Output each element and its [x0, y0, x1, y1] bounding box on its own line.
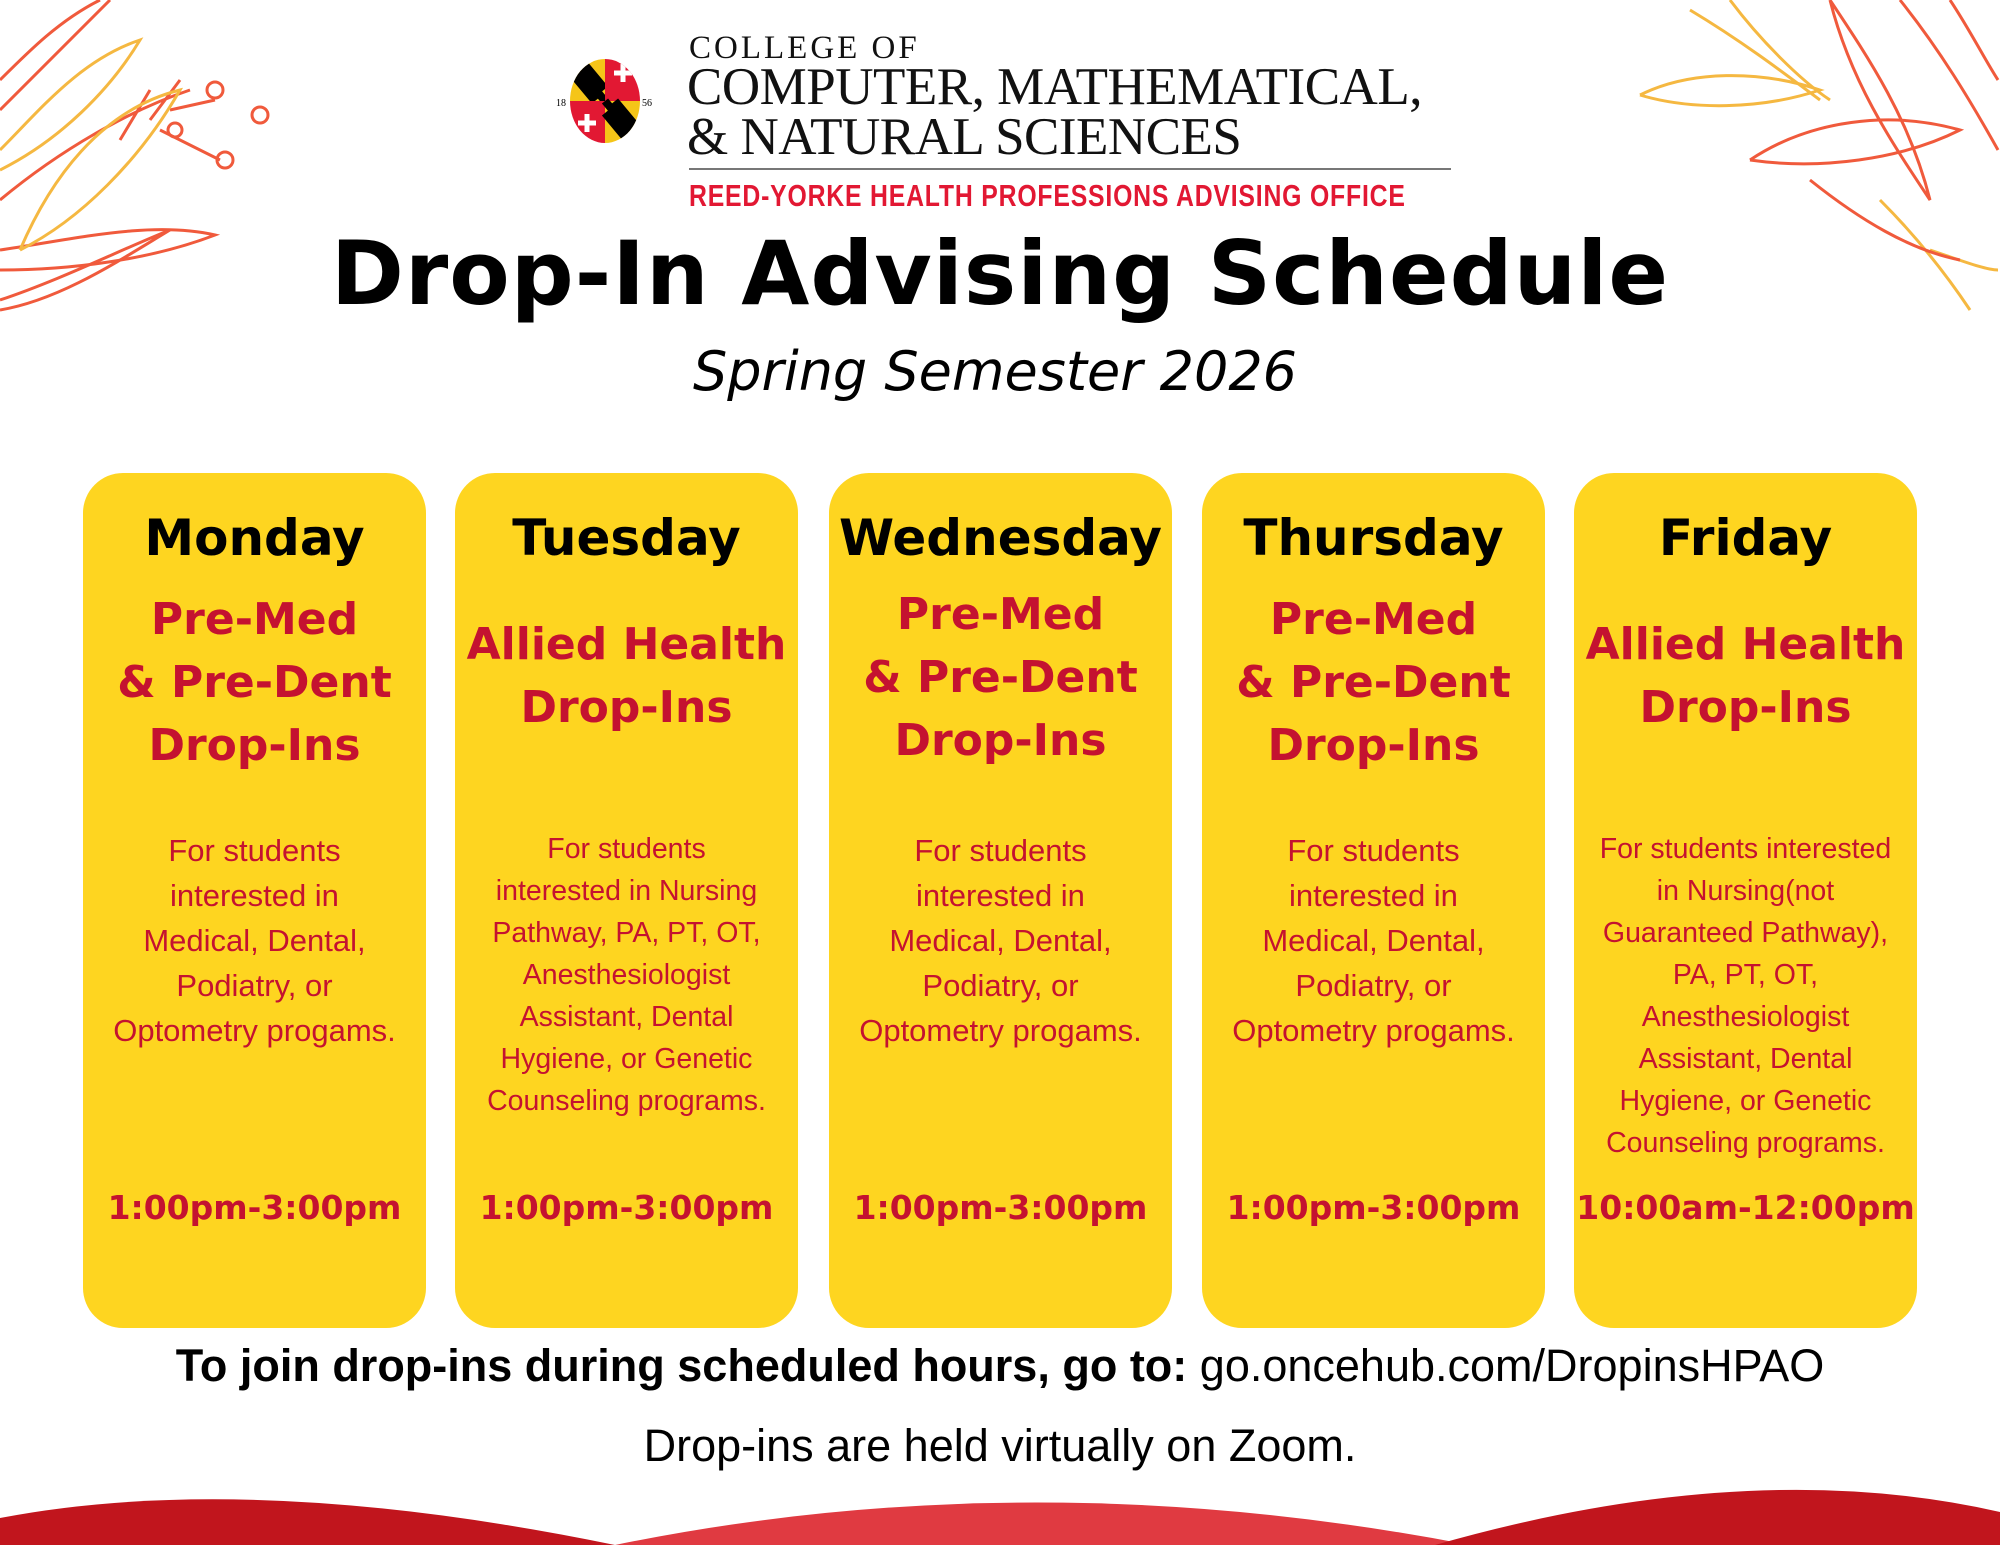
- day-name: Friday: [1658, 509, 1833, 567]
- drop-in-time: 1:00pm-3:00pm: [479, 1188, 774, 1227]
- day-card-tuesday: [455, 473, 798, 1328]
- svg-text:56: 56: [642, 98, 652, 109]
- description-line: in Nursing(not: [1656, 875, 1835, 907]
- description-line: Counseling programs.: [1606, 1127, 1885, 1159]
- program-description: [1202, 828, 1545, 1053]
- program-description: [83, 828, 426, 1053]
- program-line: Drop-Ins: [894, 715, 1107, 766]
- header-divider: [689, 168, 1451, 170]
- program-line: Pre-Med: [896, 589, 1105, 640]
- college-name: [687, 58, 1422, 166]
- description-line: Assistant, Dental: [519, 1001, 734, 1033]
- description-line: Assistant, Dental: [1638, 1043, 1853, 1075]
- program-name: [455, 613, 798, 739]
- description-line: Hygiene, or Genetic: [500, 1043, 753, 1075]
- description-line: Podiatry, or: [176, 968, 333, 1003]
- description-line: interested in: [916, 878, 1085, 913]
- bottom-wave-decoration: [0, 1480, 2000, 1545]
- description-line: Anesthesiologist: [522, 959, 731, 991]
- wave-right: [1435, 1490, 2000, 1545]
- drop-in-time: 1:00pm-3:00pm: [1226, 1188, 1521, 1227]
- college-line-1: COLLEGE OF: [689, 30, 920, 66]
- day-name: Tuesday: [512, 509, 741, 567]
- program-line: Drop-Ins: [520, 682, 733, 733]
- page-subtitle: Spring Semester 2026: [692, 340, 1298, 403]
- program-description: [829, 828, 1172, 1053]
- program-line: Pre-Med: [150, 594, 359, 645]
- program-line: Drop-Ins: [1639, 682, 1852, 733]
- description-line: Optometry progams.: [1232, 1013, 1515, 1048]
- description-line: PA, PT, OT,: [1672, 959, 1819, 991]
- college-line-3: & NATURAL SCIENCES: [687, 108, 1242, 166]
- program-line: Allied Health: [1585, 619, 1906, 670]
- description-line: For students: [547, 833, 706, 865]
- program-line: Drop-Ins: [148, 720, 361, 771]
- description-line: Podiatry, or: [922, 968, 1079, 1003]
- description-line: Medical, Dental,: [143, 923, 366, 958]
- college-line-2: COMPUTER, MATHEMATICAL,: [687, 58, 1422, 116]
- program-name: [1202, 588, 1545, 777]
- program-description: [455, 828, 798, 1122]
- description-line: For students interested: [1599, 833, 1892, 865]
- day-card-wednesday: [829, 473, 1172, 1328]
- join-link[interactable]: go.oncehub.com/DropinsHPAO: [1199, 1340, 1825, 1391]
- day-name: Monday: [144, 509, 365, 567]
- description-line: Medical, Dental,: [1262, 923, 1485, 958]
- umd-seal-logo: [542, 38, 668, 164]
- office-name: REED-YORKE HEALTH PROFESSIONS ADVISING OFFICE: [689, 178, 1406, 213]
- drop-in-time: 10:00am-12:00pm: [1576, 1188, 1915, 1227]
- description-line: For students: [168, 833, 341, 868]
- join-label: To join drop-ins during scheduled hours, go to:: [175, 1340, 1188, 1391]
- day-card-thursday: [1202, 473, 1545, 1328]
- program-line: & Pre-Dent: [1236, 657, 1511, 708]
- program-name: [829, 583, 1172, 772]
- wave-center: [615, 1503, 1470, 1545]
- program-line: Drop-Ins: [1267, 720, 1480, 771]
- description-line: Optometry progams.: [859, 1013, 1142, 1048]
- program-line: & Pre-Dent: [117, 657, 392, 708]
- description-line: Podiatry, or: [1295, 968, 1452, 1003]
- description-line: Pathway, PA, PT, OT,: [492, 917, 761, 949]
- drop-in-time: 1:00pm-3:00pm: [853, 1188, 1148, 1227]
- day-name: Wednesday: [839, 509, 1162, 567]
- page-title: Drop-In Advising Schedule: [330, 222, 1670, 325]
- svg-text:18: 18: [556, 98, 566, 109]
- program-line: Allied Health: [466, 619, 787, 670]
- program-description: [1574, 828, 1917, 1164]
- description-line: Hygiene, or Genetic: [1619, 1085, 1872, 1117]
- description-line: Anesthesiologist: [1641, 1001, 1850, 1033]
- day-card-friday: [1574, 473, 1917, 1328]
- description-line: For students: [1287, 833, 1460, 868]
- program-name: [83, 588, 426, 777]
- description-line: interested in Nursing: [495, 875, 758, 907]
- drop-in-time: 1:00pm-3:00pm: [107, 1188, 402, 1227]
- description-line: Guaranteed Pathway),: [1602, 917, 1889, 949]
- program-line: & Pre-Dent: [863, 652, 1138, 703]
- zoom-note: Drop-ins are held virtually on Zoom.: [643, 1420, 1357, 1471]
- description-line: interested in: [170, 878, 339, 913]
- program-name: [1574, 613, 1917, 739]
- description-line: For students: [914, 833, 1087, 868]
- wave-left: [0, 1499, 615, 1545]
- day-name: Thursday: [1243, 509, 1504, 567]
- join-instructions: [0, 1340, 2000, 1392]
- program-line: Pre-Med: [1269, 594, 1478, 645]
- day-card-monday: [83, 473, 426, 1328]
- description-line: interested in: [1289, 878, 1458, 913]
- description-line: Counseling programs.: [487, 1085, 766, 1117]
- description-line: Optometry progams.: [113, 1013, 396, 1048]
- description-line: Medical, Dental,: [889, 923, 1112, 958]
